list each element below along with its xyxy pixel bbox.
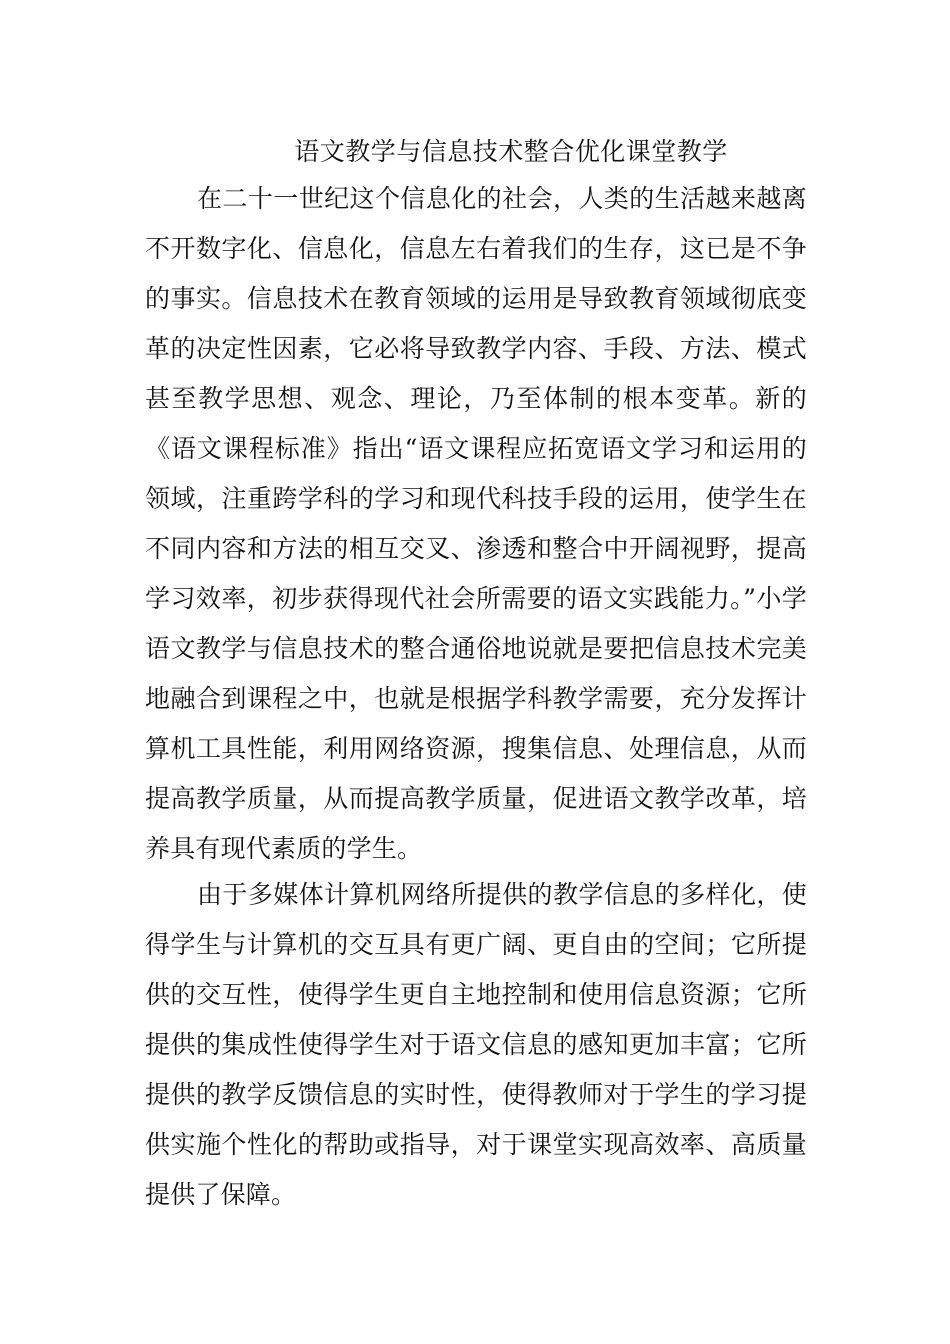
paragraph-2: 由于多媒体计算机网络所提供的教学信息的多样化，使得学生与计算机的交互具有更广阔、更自由的空间；它所提供的交互性，使得学生更自主地控制和使用信息资源；它所提供的集成性使得学生对于语文信息的感知更加丰富；它所提供的教学反馈信息的实时性，使得教师对于学生的学习提供实施个性化的帮助或指导，对于课堂实现高效率、高质量提供了保障。 xyxy=(145,880,807,1209)
document-title: 语文教学与信息技术整合优化课堂教学 xyxy=(294,137,728,166)
paragraph-1: 在二十一世纪这个信息化的社会，人类的生活越来越离不开数字化、信息化，信息左右着我们的生存，这已是不争的事实。信息技术在教育领域的运用是导致教育领域彻底变革的决定性因素，它必将导致教学内容、手段、方法、模式甚至教学思想、观念、理论，乃至体制的根本变革。新的《语文课程标准》指出“语文课程应拓宽语文学习和运用的领域，注重跨学科的学习和现代科技手段的运用，使学生在不同内容和方法的相互交叉、渗透和整合中开阔视野，提高学习效率，初步获得现代社会所需要的语文实践能力。”小学语文教学与信息技术的整合通俗地说就是要把信息技术完美地融合到课程之中，也就是根据学科教学需要，充分发挥计算机工具性能，利用网络资源，搜集信息、处理信息，从而提高教学质量，从而提高教学质量，促进语文教学改革，培养具有现代素质的学生。 xyxy=(145,184,807,863)
